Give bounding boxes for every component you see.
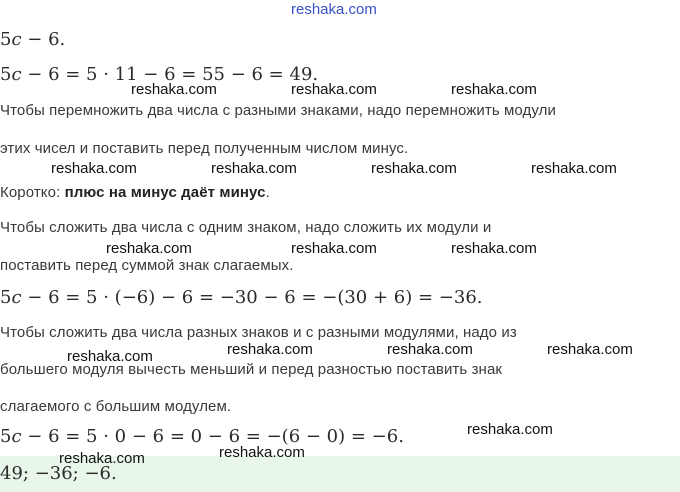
watermark: reshaka.com [131,81,217,98]
watermark: reshaka.com [387,341,473,358]
watermark: reshaka.com [371,160,457,177]
paragraph-1-line-2: этих чисел и поставить перед полученным числом минус. [0,140,409,157]
paragraph-3-line-2: большего модуля вычесть меньший и перед разностью поставить знак [0,361,503,378]
watermark: reshaka.com [67,348,153,365]
calculation-3 [0,426,404,447]
short-rule-prefix: Коротко: [0,184,65,201]
calc2-lhs: 5c − 6 [0,287,60,308]
paragraph-1-line-1: Чтобы перемножить два числа с разными знаками, надо перемножить модули [0,102,556,119]
short-rule [0,184,270,201]
calc1-rhs: = 5 · 11 − 6 = 55 − 6 = 49. [59,64,319,85]
watermark: reshaka.com [291,240,377,257]
expression: 5c − 6. [0,29,66,50]
short-rule-suffix: . [265,184,270,201]
paragraph-2-line-1: Чтобы сложить два числа с одним знаком, надо сложить их модули и [0,219,492,236]
watermark: reshaka.com [59,450,145,467]
site-header-link[interactable]: reshaka.com [291,1,377,18]
short-rule-bold: плюс на минус даёт минус [64,184,266,201]
calc2-rhs: = 5 · (−6) − 6 = −30 − 6 = −(30 + 6) = −36. [59,287,483,308]
watermark: reshaka.com [451,240,537,257]
watermark: reshaka.com [531,160,617,177]
watermark: reshaka.com [227,341,313,358]
watermark: reshaka.com [291,81,377,98]
watermark: reshaka.com [451,81,537,98]
calc3-rhs: = 5 · 0 − 6 = 0 − 6 = −(6 − 0) = −6. [59,426,404,447]
watermark: reshaka.com [51,160,137,177]
watermark: reshaka.com [547,341,633,358]
calculation-2 [0,287,483,308]
watermark: reshaka.com [106,240,192,257]
calc1-lhs: 5c − 6 [0,64,60,85]
watermark: reshaka.com [211,160,297,177]
paragraph-3-line-3: слагаемого с большим модулем. [0,398,232,415]
watermark: reshaka.com [467,421,553,438]
paragraph-2-line-2: поставить перед суммой знак слагаемых. [0,257,294,274]
final-answer: 49; −36; −6. [0,463,117,484]
watermark: reshaka.com [219,444,305,461]
paragraph-3-line-1: Чтобы сложить два числа разных знаков и с разными модулями, надо из [0,324,517,341]
calc3-lhs: 5c − 6 [0,426,60,447]
